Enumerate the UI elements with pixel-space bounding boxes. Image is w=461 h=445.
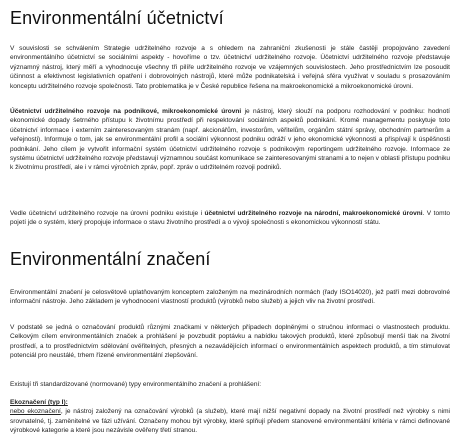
paragraph-4	[10, 288, 450, 307]
heading-environmental-accounting: Environmentální účetnictví	[10, 8, 224, 28]
paragraph-3-rest: . V tomto pojetí jde o systém, který propojuje informace o stavu životního prostředí a o vývoji společnosti s ekonomickou výkonností státu.	[10, 210, 450, 227]
type-1-body: , je nástroj založený na označování výrobků (a služeb), které mají nižší negativní dopady na životní prostředí než výrobky s nimi srovnatelné, tj. zaměnitelné ve fázi užívání. Označeny mohou být výrobky, které splňují předem stanovené environmentální kritéria v rámci definované výrobkové kategorie a které jsou nezávisle ověřeny třetí stranou.	[10, 408, 450, 435]
paragraph-4-text: Environmentální značení je celosvětově uplatňovaným konceptem založeným na mezinárodních normách (řady ISO14020), jež patří mezi dobrovolné informační nástroje. Jeho základem je vyhodnocení vlastností produktů (výrobků nebo služeb) a jejich vliv na životní prostředí.	[10, 289, 450, 306]
paragraph-3-bold: účetnictví udržitelného rozvoje na národní, makroekonomické úrovni	[204, 210, 423, 217]
paragraph-3-start: Vedle účetnictví udržitelného rozvoje na úrovni podniku existuje i	[10, 210, 205, 217]
type-1-label: Ekoznačení (typ I):	[10, 399, 68, 406]
type-1-label-line	[10, 398, 450, 407]
heading-environmental-labelling: Environmentální značení	[10, 249, 211, 269]
paragraph-2-rest: je nástroj, který slouží na podporu rozhodování v podniku: hodnotí ekonomické dopady šetrného přístupu k životnímu prostředí při respektování sociálních aspektů podnikání. Kromě managementu poskytuje toto účetnictví informace i externím zainteresovaným stranám (např. akcionářům, investorům, věřitelům, orgánům státní správy, obchodním partnerům a veřejnosti). Informuje o tom, jak se environmentální profil a sociální výkonnost podniku odráží v jeho ekonomické výkonnosti a přispívají k úspěšnosti podnikání. Jeho cílem je vytvořit informační systém účetnictví udržitelného rozvoje s podnikovým reportingem udržitelného rozvoje. Informace ze systému účetnictví udržitelného rozvoje představují významnou součást komunikace se zainteresovanými stranami a to nejen v oblasti přístupu podniku k životnímu prostředí, ale i v rámci výročních zpráv, popř. zpráv o udržitelném rozvoji podniků.	[10, 108, 450, 172]
paragraph-6	[10, 380, 450, 389]
type-1-text	[10, 407, 450, 435]
paragraph-3-text	[10, 209, 450, 228]
type-1-section	[10, 398, 450, 436]
paragraph-5	[10, 323, 450, 361]
paragraph-1-text: V souvislosti se schválením Strategie udržitelného rozvoje a s ohledem na zahraniční zkušenosti je stále častěji propojováno zavedení environmentálního účetnictví se sociálními aspekty - hovoříme o tzv. účetnictví udržitelného rozvoje. Účetnictví udržitelného rozvoje představuje významný nástroj, který měří a vyhodnocuje všechny tři pilíře udržitelného rozvoje ve vzájemných souvislostech. Jeho prostřednictvím lze posoudit účinnost a efektivnost legislativních opatření i dobrovolných nástrojů, které může podnikatelská i veřejná sféra využívat v souladu s prosazováním konceptu udržitelného rozvoje společnosti. Tato problematika je v České republice řešena na makroekonomické a mikroekonomické úrovni.	[10, 45, 450, 90]
paragraph-1	[10, 44, 450, 91]
paragraph-2-text	[10, 107, 450, 173]
paragraph-2	[10, 107, 450, 173]
paragraph-6-text: Existují tři standardizované (normované) typy environmentálního značení a prohlášení:	[10, 381, 262, 388]
paragraph-2-bold: Účetnictví udržitelného rozvoje na podnikové, mikroekonomické úrovni	[10, 108, 242, 115]
type-1-overlap: nebo ekoznačení	[10, 408, 61, 416]
paragraph-3	[10, 209, 450, 228]
paragraph-5-text: V podstatě se jedná o označování produktů různými značkami v některých případech doplněnými o stručnou informaci o vlastnostech produktu. Celkovým cílem environmentálních značek a prohlášení je povzbudit poptávku a nabídku takových produktů, které způsobují menší tlak na životní prostředí, a to prostřednictvím sdělování ověřitelných, přesných a nezavádějících informací o environmentálních aspektech produktů, a tím stimulovat potenciál pro neustálé, trhem řízené environmentální zlepšování.	[10, 324, 450, 360]
document-page	[10, 0, 451, 445]
